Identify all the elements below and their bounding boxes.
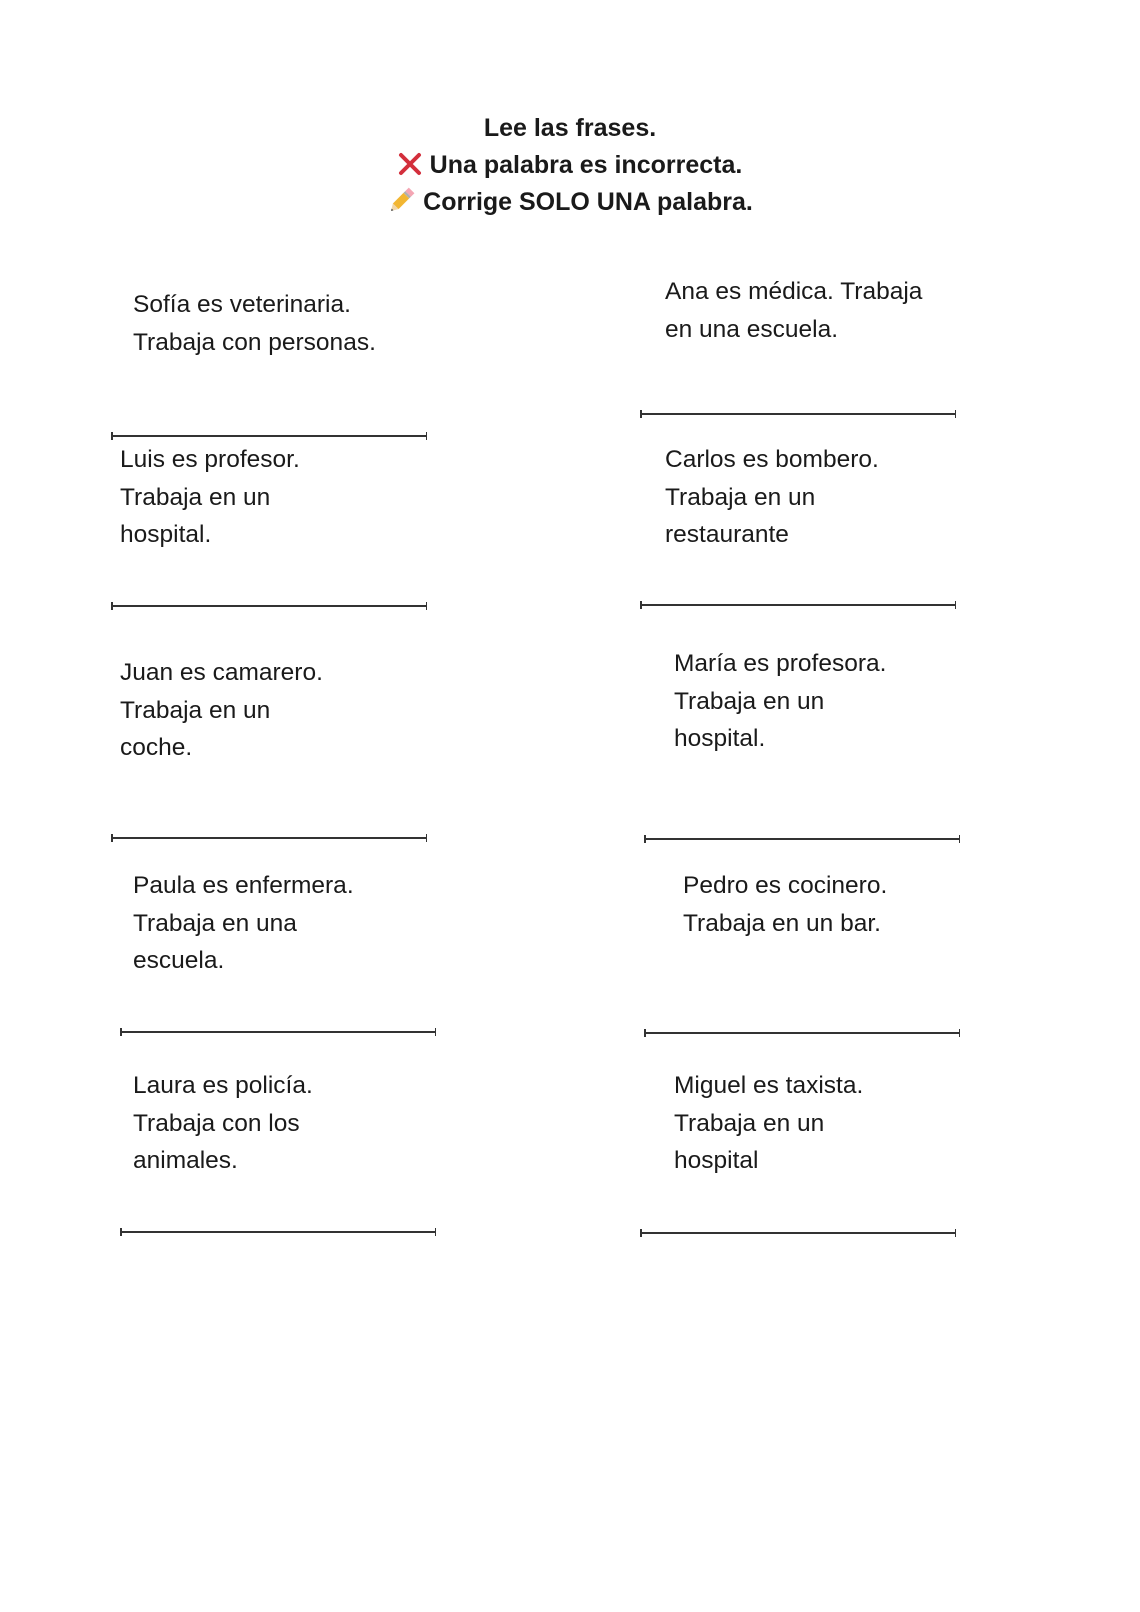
exercise-sentence-2 bbox=[665, 273, 922, 348]
exercise-sentence-6 bbox=[674, 645, 886, 758]
answer-line-6[interactable] bbox=[644, 838, 960, 840]
answer-line-7[interactable] bbox=[120, 1031, 436, 1033]
exercise-sentence-9 bbox=[133, 1067, 313, 1180]
instructions-header bbox=[0, 110, 1140, 221]
sentence-line: hospital. bbox=[674, 725, 766, 752]
sentence-line: Laura es policía. bbox=[133, 1072, 313, 1099]
answer-line-2[interactable] bbox=[640, 413, 956, 415]
sentence-line: Trabaja en un bbox=[665, 483, 816, 511]
sentence-line: Trabaja en una bbox=[133, 909, 297, 937]
answer-line-4[interactable] bbox=[640, 604, 956, 606]
answer-line-3[interactable] bbox=[111, 605, 427, 607]
sentence-line: coche. bbox=[120, 734, 193, 761]
answer-line-1[interactable] bbox=[111, 435, 427, 437]
exercise-sentence-8 bbox=[683, 867, 887, 942]
sentence-line: Luis es profesor. bbox=[120, 446, 300, 473]
exercise-sentence-4 bbox=[665, 441, 879, 554]
pencil-icon bbox=[387, 187, 415, 215]
sentence-line: Trabaja en un bbox=[674, 1109, 825, 1137]
exercise-sentence-5 bbox=[120, 654, 323, 767]
instruction-read: Lee las frases. bbox=[483, 114, 657, 142]
instruction-incorrect-word bbox=[0, 147, 1140, 184]
sentence-line: Pedro es cocinero. bbox=[683, 872, 888, 899]
sentence-line: en una escuela. bbox=[665, 315, 838, 343]
sentence-line: Trabaja con los bbox=[133, 1109, 300, 1137]
sentence-line: animales. bbox=[133, 1147, 238, 1174]
answer-line-10[interactable] bbox=[640, 1232, 956, 1234]
exercise-sentence-1 bbox=[133, 286, 376, 361]
sentence-line: Trabaja en un bar. bbox=[683, 909, 881, 937]
sentence-line: Trabaja con personas. bbox=[133, 328, 376, 356]
sentence-line: restaurante bbox=[665, 521, 789, 548]
sentence-line: Trabaja en un bbox=[120, 696, 271, 724]
exercise-sentence-3 bbox=[120, 441, 300, 554]
sentence-line: escuela. bbox=[133, 947, 225, 974]
sentence-line: Miguel es taxista. bbox=[674, 1072, 864, 1099]
answer-line-8[interactable] bbox=[644, 1032, 960, 1034]
answer-line-9[interactable] bbox=[120, 1231, 436, 1233]
exercise-sentence-7 bbox=[133, 867, 354, 980]
sentence-line: Paula es enfermera. bbox=[133, 872, 354, 899]
sentence-line: hospital. bbox=[120, 521, 212, 548]
sentence-line: Ana es médica. Trabaja bbox=[665, 278, 923, 305]
sentence-line: Carlos es bombero. bbox=[665, 446, 879, 473]
instruction-incorrect-text: Una palabra es incorrecta. bbox=[429, 151, 743, 179]
instruction-correct-one bbox=[0, 184, 1140, 221]
sentence-line: Trabaja en un bbox=[120, 483, 271, 511]
instruction-correct-text: Corrige SOLO UNA palabra. bbox=[423, 188, 753, 216]
sentence-line: hospital bbox=[674, 1147, 759, 1174]
answer-line-5[interactable] bbox=[111, 837, 427, 839]
red-x-icon bbox=[398, 152, 422, 176]
exercise-sentence-10 bbox=[674, 1067, 863, 1180]
sentence-line: Juan es camarero. bbox=[120, 659, 323, 686]
sentence-line: Sofía es veterinaria. bbox=[133, 291, 351, 318]
sentence-line: María es profesora. bbox=[674, 650, 887, 677]
sentence-line: Trabaja en un bbox=[674, 687, 825, 715]
